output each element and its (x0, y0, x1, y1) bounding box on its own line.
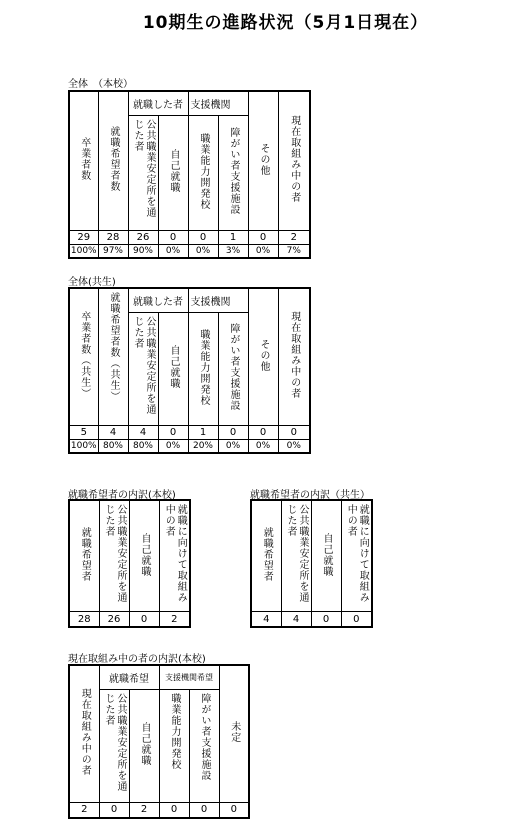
header-public-agency: 公共職業安定所を通じた者 (99, 689, 129, 802)
header-vocational-school: 職業能力開発校 (188, 312, 218, 425)
header-group-support: 支援機関 (188, 288, 248, 312)
header-job-seekers: 就職希望者 (69, 500, 99, 612)
header-public-agency: 公共職業安定所を通じた者 (281, 500, 311, 612)
header-in-progress: 現在取組み中の者 (278, 91, 310, 230)
table-breakdown-main (68, 499, 191, 628)
values-row: 28 26 0 2 (69, 612, 190, 628)
header-undecided: 未定 (219, 665, 249, 802)
percents-row: 100% 97% 90% 0% 0% 3% 0% 7% (69, 244, 310, 258)
header-graduates: 卒業者数 (69, 91, 98, 230)
header-other: その他 (248, 91, 278, 230)
section-caption-all-main: 全体 （本校） (68, 79, 133, 90)
header-self-employment: 自己就職 (129, 500, 159, 612)
percents-row: 100% 80% 80% 0% 20% 0% 0% 0% (69, 439, 310, 453)
header-self-employment: 自己就職 (158, 312, 188, 425)
header-working-toward-job: 就職に向けて取組み中の者 (341, 500, 372, 612)
header-public-agency: 公共職業安定所を通じた者 (128, 312, 158, 425)
header-group-support: 支援機関 (188, 91, 248, 115)
header-disability-facility: 障がい者支援施設 (218, 115, 248, 230)
header-job-seekers: 就職希望者 (251, 500, 281, 612)
table-breakdown-kyosei (250, 499, 373, 628)
header-working-toward-job: 就職に向けて取組み中の者 (159, 500, 190, 612)
header-public-agency: 公共職業安定所を通じた者 (99, 500, 129, 612)
table-all-main (68, 90, 311, 259)
counts-row: 29 28 26 0 0 1 0 2 (69, 230, 310, 244)
section-caption-breakdown-main: 就職希望者の内訳(本校) (68, 490, 176, 501)
values-row: 4 4 0 0 (251, 612, 372, 628)
counts-row: 5 4 4 0 1 0 0 0 (69, 425, 310, 439)
header-group-job: 就職希望 (99, 665, 159, 689)
header-group-employed: 就職した者 (128, 288, 188, 312)
table-in-progress-breakdown (68, 664, 250, 819)
header-self-employment: 自己就職 (311, 500, 341, 612)
page-title: 10期生の進路状況（5月1日現在） (142, 13, 429, 33)
header-disability-facility: 障がい者支援施設 (218, 312, 248, 425)
header-graduates: 卒業者数（共生） (69, 288, 98, 425)
header-self-employment: 自己就職 (158, 115, 188, 230)
header-group-support: 支援機関希望 (159, 665, 219, 689)
header-disability-facility: 障がい者支援施設 (189, 689, 219, 802)
section-caption-in-progress-breakdown: 現在取組み中の者の内訳(本校) (68, 654, 206, 665)
section-caption-breakdown-kyosei: 就職希望者の内訳（共生） (250, 490, 370, 501)
section-caption-all-kyosei: 全体(共生) (68, 277, 116, 288)
header-other: その他 (248, 288, 278, 425)
header-job-seekers: 就職希望者数（共生） (98, 288, 128, 425)
header-group-employed: 就職した者 (128, 91, 188, 115)
header-in-progress: 現在取組み中の者 (278, 288, 310, 425)
header-vocational-school: 職業能力開発校 (188, 115, 218, 230)
table-all-kyosei (68, 287, 311, 454)
header-self-employment: 自己就職 (129, 689, 159, 802)
header-in-progress: 現在取組み中の者 (69, 665, 99, 802)
values-row: 2 0 2 0 0 0 (69, 802, 249, 818)
header-public-agency: 公共職業安定所を通じた者 (128, 115, 158, 230)
header-vocational-school: 職業能力開発校 (159, 689, 189, 802)
header-job-seekers: 就職希望者数 (98, 91, 128, 230)
